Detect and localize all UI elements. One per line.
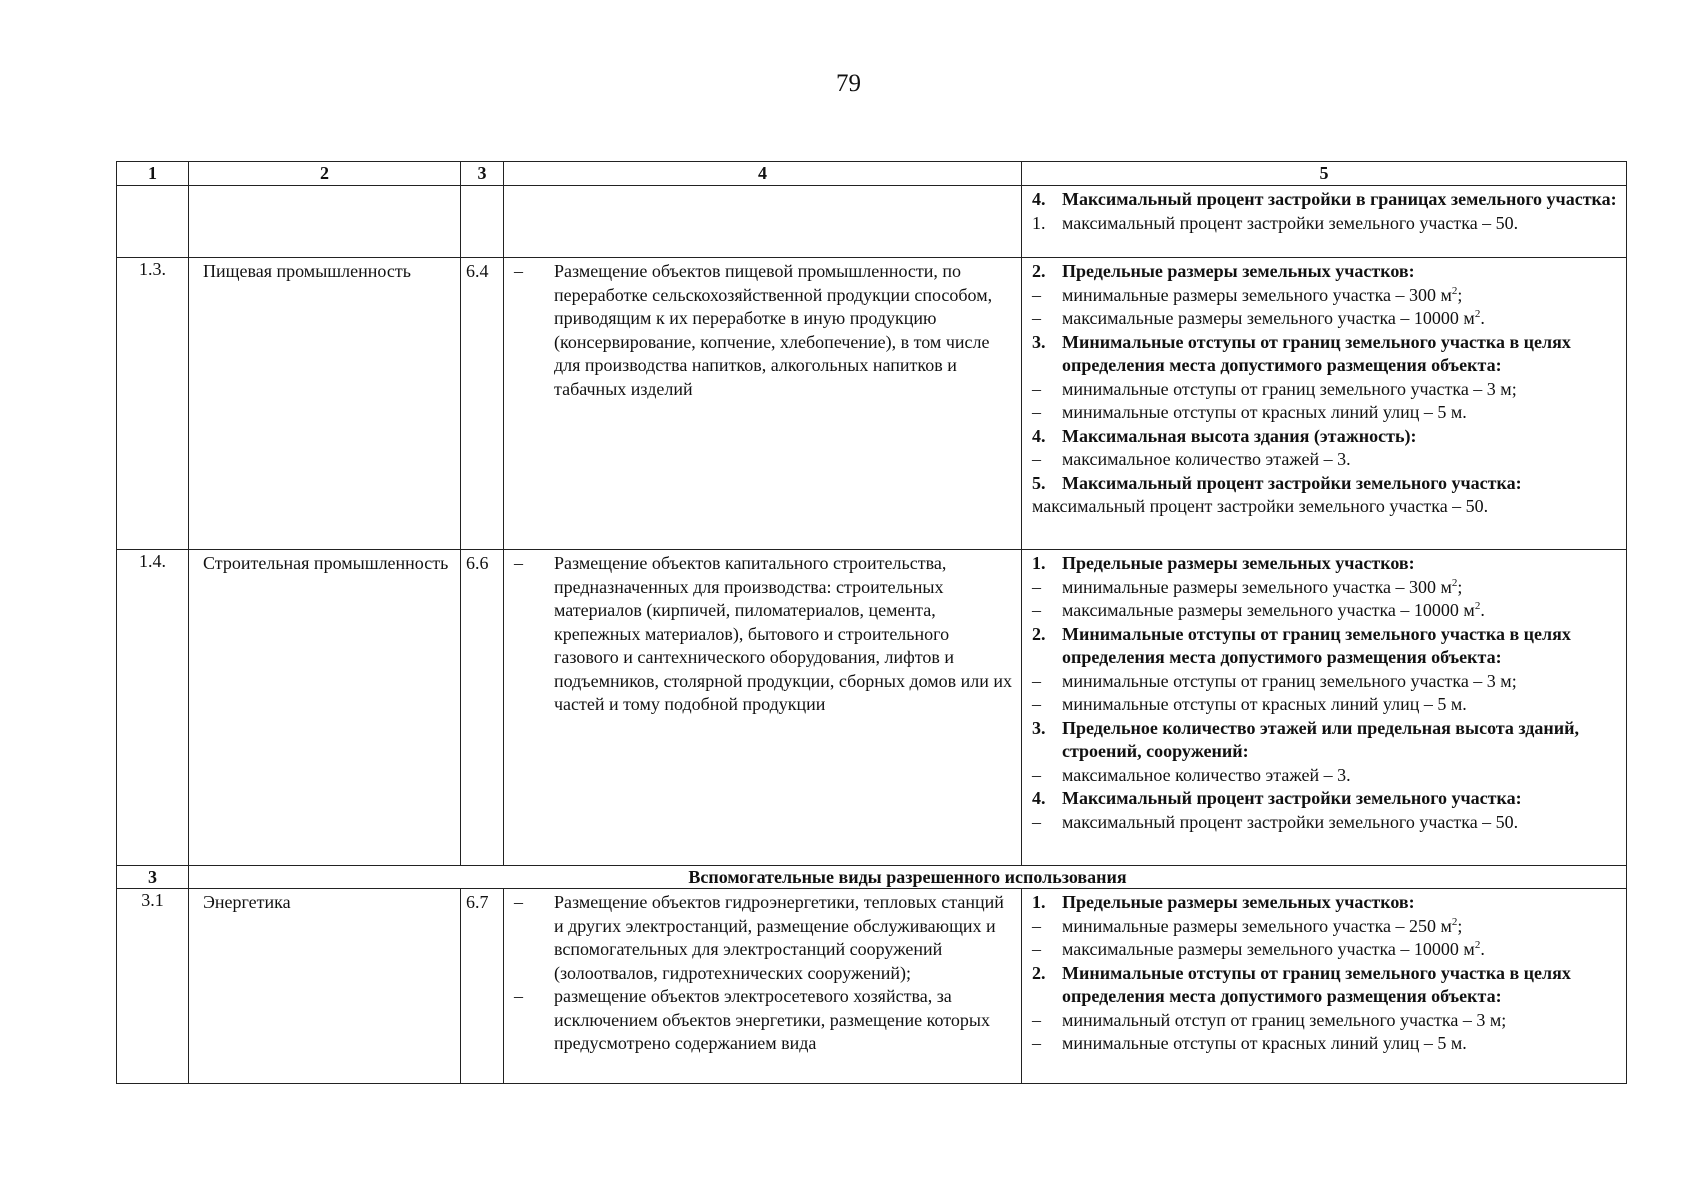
parameter-text (1062, 552, 1620, 576)
parameter-main-text: максимальное количество этажей – 3. (1062, 764, 1351, 785)
parameter-marker: 1. (1032, 892, 1046, 912)
parameter-text (1062, 891, 1620, 915)
parameter-main-text: максимальный процент застройки земельного участка – 50. (1062, 811, 1519, 832)
parameter-text (1062, 307, 1620, 331)
parameter-main-text: минимальный отступ от границ земельного участка – 3 м; (1062, 1009, 1507, 1030)
parameter-text (1062, 915, 1620, 939)
parameter-item (1032, 670, 1620, 694)
description-text: Размещение объектов капитального строительства, предназначенных для производства: строительных материалов (кирпичей, пиломатериалов, цемента, крепежных материалов), бытового и строительного газового и сантехнического оборудования, лифтов и подъемников, столярной продукции, сборных домов или их частей и тому подобной продукции (554, 553, 1013, 714)
parameter-marker: – (1032, 284, 1041, 305)
parameter-marker: – (1032, 939, 1041, 959)
parameter-item (1032, 284, 1620, 308)
superscript: 2 (1474, 600, 1481, 612)
parameter-item (1032, 787, 1620, 811)
parameter-text (1032, 495, 1620, 519)
parameter-tail: . (1480, 939, 1485, 959)
parameter-main-text: максимальные размеры земельного участка – 10000 м (1062, 600, 1475, 620)
parameter-main-text: минимальные отступы от красных линий улиц – 5 м. (1062, 694, 1467, 714)
parameter-item (1032, 401, 1620, 425)
parameter-main-text: минимальные отступы от границ земельного участка – 3 м; (1062, 670, 1517, 691)
parameter-item (1032, 717, 1620, 764)
parameter-main-text: максимальный процент застройки земельного участка – 50. (1062, 212, 1519, 233)
table-row (117, 258, 1627, 550)
parameter-marker: 3. (1032, 331, 1046, 352)
use-name: Энергетика (189, 889, 461, 1084)
row-number: 1.4. (117, 550, 189, 866)
use-code: 6.7 (461, 889, 504, 1084)
parameter-marker: 2. (1032, 962, 1046, 983)
parameter-item (1032, 331, 1620, 378)
description-text: Размещение объектов гидроэнергетики, тепловых станций и других электростанций, размещение обслуживающих и вспомогательных для электростанций сооружений (золоотвалов, гидротехнических сооружений); (554, 892, 1004, 983)
parameter-item (1028, 495, 1620, 519)
parameter-main-text: минимальные отступы от красных линий улиц – 5 м. (1062, 1033, 1467, 1053)
row-number: 3.1 (117, 889, 189, 1084)
parameter-tail: . (1480, 600, 1485, 620)
parameter-main-text: Максимальный процент застройки в границах земельного участка: (1062, 189, 1617, 209)
parameter-text (1062, 764, 1620, 788)
parameter-main-text: Максимальная высота здания (этажность): (1062, 425, 1417, 446)
parameter-marker: – (1032, 378, 1041, 399)
parameter-marker: – (1032, 811, 1041, 832)
parameter-marker: – (1032, 576, 1041, 597)
parameter-item (1032, 693, 1620, 717)
parameter-item (1032, 1032, 1620, 1056)
description-item (508, 891, 1015, 985)
parameter-main-text: минимальные отступы от красных линий улиц – 5 м. (1062, 402, 1467, 422)
parameter-marker: – (1032, 764, 1041, 785)
header-col-1: 1 (117, 162, 189, 186)
parameter-text (1062, 599, 1620, 623)
parameter-marker: – (1032, 1033, 1041, 1053)
use-description (504, 550, 1022, 866)
parameters (1022, 186, 1627, 258)
parameter-item (1032, 188, 1620, 212)
parameters (1022, 550, 1627, 866)
parameter-text (1062, 284, 1620, 308)
table-row (117, 186, 1627, 258)
parameter-main-text: Минимальные отступы от границ земельного участка в целях определения места допустимого размещения объекта: (1062, 962, 1571, 1006)
row-number: 1.3. (117, 258, 189, 550)
parameter-text (1062, 693, 1620, 717)
parameter-main-text: Максимальный процент застройки земельного участка: (1062, 788, 1522, 808)
parameter-main-text: максимальные размеры земельного участка – 10000 м (1062, 308, 1475, 328)
description-item (508, 552, 1015, 717)
parameter-text (1062, 787, 1620, 811)
use-code (461, 186, 504, 258)
parameter-main-text: минимальные размеры земельного участка – 300 м (1062, 576, 1452, 597)
section-row (117, 866, 1627, 889)
parameter-item (1032, 891, 1620, 915)
parameter-marker: 4. (1032, 189, 1046, 209)
parameter-tail: ; (1457, 915, 1463, 936)
parameter-item (1032, 764, 1620, 788)
parameter-marker: 3. (1032, 717, 1046, 738)
parameter-item (1032, 552, 1620, 576)
parameter-marker: 5. (1032, 472, 1046, 493)
parameter-item (1032, 915, 1620, 939)
parameter-marker: – (1032, 1009, 1041, 1030)
parameter-item (1032, 425, 1620, 449)
parameters (1022, 258, 1627, 550)
parameter-item (1032, 576, 1620, 600)
section-title: Вспомогательные виды разрешенного использования (189, 866, 1627, 889)
parameter-item (1032, 260, 1620, 284)
use-description (504, 258, 1022, 550)
parameter-marker: – (1032, 449, 1041, 469)
use-description (504, 186, 1022, 258)
parameter-item (1032, 811, 1620, 835)
parameter-item (1032, 307, 1620, 331)
parameter-text (1062, 962, 1620, 1009)
header-col-3: 3 (461, 162, 504, 186)
description-text: размещение объектов электросетевого хозяйства, за исключением объектов энергетики, размещение которых предусмотрено содержанием вида (554, 986, 990, 1053)
section-number: 3 (117, 866, 189, 889)
dash-marker: – (514, 261, 523, 281)
parameter-text (1062, 378, 1620, 402)
parameter-main-text: Минимальные отступы от границ земельного участка в целях определения места допустимого размещения объекта: (1062, 623, 1571, 667)
parameter-item (1032, 938, 1620, 962)
parameter-text (1062, 811, 1620, 835)
superscript: 2 (1474, 308, 1481, 320)
parameter-main-text: Предельные размеры земельных участков: (1062, 892, 1415, 912)
parameter-main-text: Предельное количество этажей или предельная высота зданий, строений, сооружений: (1062, 717, 1580, 761)
parameter-item (1032, 962, 1620, 1009)
parameter-text (1062, 670, 1620, 694)
parameter-marker: – (1032, 670, 1041, 691)
parameter-item (1032, 599, 1620, 623)
parameter-item (1032, 378, 1620, 402)
parameter-text (1062, 425, 1620, 449)
zoning-table (116, 161, 1627, 1084)
parameter-tail: . (1480, 308, 1485, 328)
parameter-tail: ; (1457, 576, 1463, 597)
parameter-marker: – (1032, 915, 1041, 936)
parameter-tail: ; (1457, 284, 1463, 305)
parameter-text (1062, 401, 1620, 425)
description-text: Размещение объектов пищевой промышленности, по переработке сельскохозяйственной продукции способом, приводящим к их переработке в иную продукцию (консервирование, копчение, хлебопечение), в том числе для производства напитков, алкогольных напитков и табачных изделий (554, 261, 993, 399)
superscript: 2 (1474, 939, 1481, 951)
superscript: 2 (1451, 284, 1458, 297)
parameter-main-text: Минимальные отступы от границ земельного участка в целях определения места допустимого размещения объекта: (1062, 331, 1571, 375)
dash-marker: – (514, 986, 523, 1006)
header-col-2: 2 (189, 162, 461, 186)
superscript: 2 (1451, 915, 1458, 928)
parameter-text (1062, 1009, 1620, 1033)
parameter-item (1032, 472, 1620, 496)
table-row (117, 889, 1627, 1084)
parameter-marker: 2. (1032, 261, 1046, 281)
parameters (1022, 889, 1627, 1084)
parameter-text (1062, 576, 1620, 600)
parameter-item (1032, 448, 1620, 472)
parameter-main-text: максимальный процент застройки земельного участка – 50. (1032, 496, 1489, 516)
parameter-item (1032, 1009, 1620, 1033)
parameter-text (1062, 188, 1620, 212)
description-item (508, 985, 1015, 1056)
parameter-text (1062, 260, 1620, 284)
parameter-main-text: минимальные отступы от границ земельного участка – 3 м; (1062, 378, 1517, 399)
table-row (117, 550, 1627, 866)
superscript: 2 (1451, 576, 1458, 589)
parameter-text (1062, 1032, 1620, 1056)
parameter-main-text: Предельные размеры земельных участков: (1062, 261, 1415, 281)
use-name (189, 186, 461, 258)
parameter-text (1062, 331, 1620, 378)
parameter-item (1032, 212, 1620, 236)
parameter-main-text: максимальное количество этажей – 3. (1062, 449, 1351, 469)
parameter-marker: – (1032, 308, 1041, 328)
parameter-main-text: минимальные размеры земельного участка – 250 м (1062, 915, 1452, 936)
parameter-main-text: максимальные размеры земельного участка – 10000 м (1062, 939, 1475, 959)
parameter-main-text: минимальные размеры земельного участка – 300 м (1062, 284, 1452, 305)
header-col-5: 5 (1022, 162, 1627, 186)
use-description (504, 889, 1022, 1084)
row-number (117, 186, 189, 258)
parameter-text (1062, 938, 1620, 962)
dash-marker: – (514, 553, 523, 573)
header-col-4: 4 (504, 162, 1022, 186)
use-code: 6.4 (461, 258, 504, 550)
header-row (117, 162, 1627, 186)
parameter-item (1032, 623, 1620, 670)
parameter-text (1062, 623, 1620, 670)
parameter-marker: 1. (1032, 212, 1046, 233)
parameter-text (1062, 717, 1620, 764)
description-item (508, 260, 1015, 401)
parameter-text (1062, 212, 1620, 236)
parameter-marker: 2. (1032, 623, 1046, 644)
parameter-text (1062, 472, 1620, 496)
use-code: 6.6 (461, 550, 504, 866)
parameter-marker: – (1032, 402, 1041, 422)
page-number: 79 (836, 70, 861, 97)
use-name: Пищевая промышленность (189, 258, 461, 550)
parameter-marker: 4. (1032, 788, 1046, 808)
parameter-main-text: Максимальный процент застройки земельного участка: (1062, 472, 1522, 493)
dash-marker: – (514, 892, 523, 912)
parameter-marker: 4. (1032, 425, 1046, 446)
parameter-marker: 1. (1032, 553, 1046, 573)
use-name: Строительная промышленность (189, 550, 461, 866)
parameter-main-text: Предельные размеры земельных участков: (1062, 553, 1415, 573)
parameter-marker: – (1032, 694, 1041, 714)
parameter-text (1062, 448, 1620, 472)
parameter-marker: – (1032, 600, 1041, 620)
